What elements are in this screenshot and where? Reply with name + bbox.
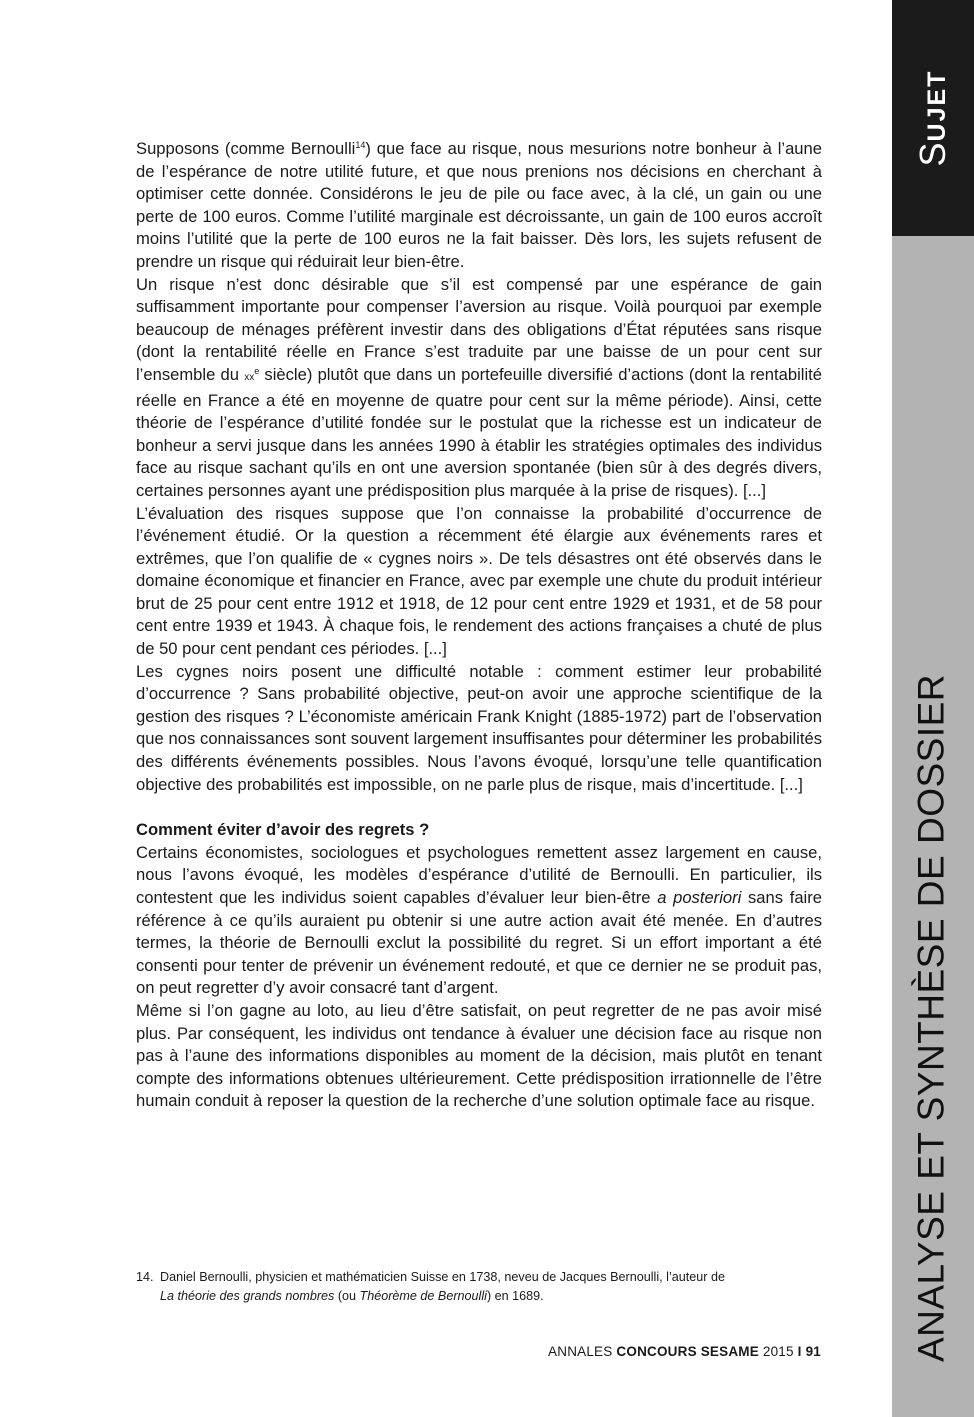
- paragraph-1: [136, 138, 822, 274]
- paragraph-2: [136, 274, 822, 503]
- footnote-text-start: Daniel Bernoulli, physicien et mathématicien Suisse en 1738, neveu de Jacques Bernoulli, l’auteur de: [160, 1270, 725, 1284]
- section-label-initial: S: [912, 141, 953, 167]
- section-label-sujet: [912, 69, 953, 167]
- footnote-reference[interactable]: 14: [355, 140, 366, 150]
- section-label-analyse: ANALYSE ET SYNTHÈSE DE DOSSIER: [910, 673, 952, 1363]
- section-heading: Comment éviter d’avoir des regrets ?: [136, 820, 430, 840]
- page-footer: [548, 1344, 821, 1359]
- footer-prefix: ANNALES: [548, 1344, 617, 1359]
- footnote-italic-title-2: Théorème de Bernoulli: [359, 1289, 487, 1303]
- footnote-number: 14.: [136, 1270, 154, 1284]
- century-numeral: xx: [244, 371, 255, 383]
- main-text: [136, 138, 822, 1113]
- paragraph-3: L’évaluation des risques suppose que l’on connaisse la probabilité d’occurrence de l’événement étudié. Or la question a récemment été élargie aux événements rares et extrêmes, que l’on qualifie de « cygnes noirs ». De tels désastres ont été observés dans le domaine économique et financier en France, avec par exemple une chute du produit intérieur brut de 25 pour cent entre 1912 et 1918, de 12 pour cent entre 1929 et 1931, et de 58 pour cent entre 1939 et 1943. À chaque fois, le rendement des actions françaises a chuté de plus de 50 pour cent pendant ces périodes. [...]: [136, 503, 822, 659]
- paragraph-1-end: ) que face au risque, nous mesurions notre bonheur à l’aune de l’espérance de notre utilité future, et que nous prenions nos décisions en cherchant à optimiser cette donnée. Considérons le jeu de pile ou face avec, à la clé, un gain ou une perte de 100 euros. Comme l’utilité marginale est décroissante, un gain de 100 euros accroît moins l’utilité que la perte de 100 euros ne la fait baisser. Dès lors, les sujets refusent de prendre un risque qui réduirait leur bien-être.: [136, 139, 822, 271]
- footnote-text-end: ) en 1689.: [486, 1289, 544, 1303]
- footnote: [136, 1268, 826, 1306]
- paragraph-5-end: sans faire référence à ce qu’ils auraient pu obtenir si une autre action avait été menée. En d’autres termes, la théorie de Bernoulli exclut la possibilité du regret. Si un effort important a été consenti pour tenter de prévenir un événement redouté, et que ce dernier ne se produit pas, on peut regretter d’y avoir consacré tant d’argent.: [136, 888, 822, 998]
- paragraph-6: Même si l’on gagne au loto, au lieu d’être satisfait, on peut regretter de ne pas avoir misé plus. Par conséquent, les individus ont tendance à évaluer une décision face au risque non pas à l’aune des informations disponibles au moment de la décision, mais plutôt en tenant compte des informations obtenues ultérieurement. Cette prédisposition irrationnelle de l’être humain conduit à reposer la question de la recherche d’une solution optimale face au risque.: [136, 1000, 822, 1111]
- footnote-text-mid: (ou: [334, 1289, 360, 1303]
- footnote-text: [160, 1268, 725, 1306]
- paragraph-1-start: Supposons (comme Bernoulli: [136, 139, 356, 158]
- footnote-row: [136, 1268, 826, 1306]
- footer-publication: CONCOURS SESAME: [616, 1344, 759, 1359]
- paragraph-2-start: Un risque n’est donc désirable que s’il est compensé par une espérance de gain suffisamment importante pour compenser l’aversion au risque. Voilà pourquoi par exemple beaucoup de ménages préfèrent investir dans des obligations d’État réputées sans risque (dont la rentabilité réelle en France s’est traduite par une baisse de un pour cent sur l’ensemble du: [136, 274, 822, 384]
- paragraph-2-end: siècle) plutôt que dans un portefeuille diversifié d’actions (dont la rentabilité réelle en France a été en moyenne de quatre pour cent sur la même période). Ainsi, cette théorie de l’espérance d’utilité fondée sur le postulat que la richesse est un indicateur de bonheur a servi jusque dans les années 1990 à établir les stratégies optimales des individus face au risque sachant qu’ils en ont une aversion spontanée (bien sûr à des degrés divers, certaines personnes ayant une prédisposition plus marquée à la prise de risques). [...]: [136, 364, 822, 500]
- page-number: I 91: [797, 1344, 821, 1359]
- footnote-italic-title-1: La théorie des grands nombres: [160, 1289, 335, 1303]
- italic-term: a posteriori: [657, 888, 742, 907]
- paragraph-5-start: Certains économistes, sociologues et psychologues remettent assez largement en cause, nous l’avons évoqué, les modèles d’espérance d’utilité de Bernoulli. En particulier, ils contestent que les individus soient capables d’évaluer leur bien-être: [136, 842, 822, 907]
- section-label-rest: UJET: [923, 69, 951, 142]
- footer-year: 2015: [758, 1344, 798, 1359]
- paragraph-5: [136, 842, 822, 1000]
- century-superscript: e: [254, 365, 260, 376]
- paragraph-4: Les cygnes noirs posent une difficulté notable : comment estimer leur probabilité d’occurrence ? Sans probabilité objective, peut-on avoir une approche scientifique de la gestion des risques ? L’économiste américain Frank Knight (1885-1972) part de l’observation que nos connaissances sont souvent largement insuffisantes pour déterminer les probabilités des différents événements possibles. Nous l’avons évoqué, lorsqu’une telle quantification objective des probabilités est impossible, on ne parle plus de risque, mais d’incertitude. [...]: [136, 661, 822, 794]
